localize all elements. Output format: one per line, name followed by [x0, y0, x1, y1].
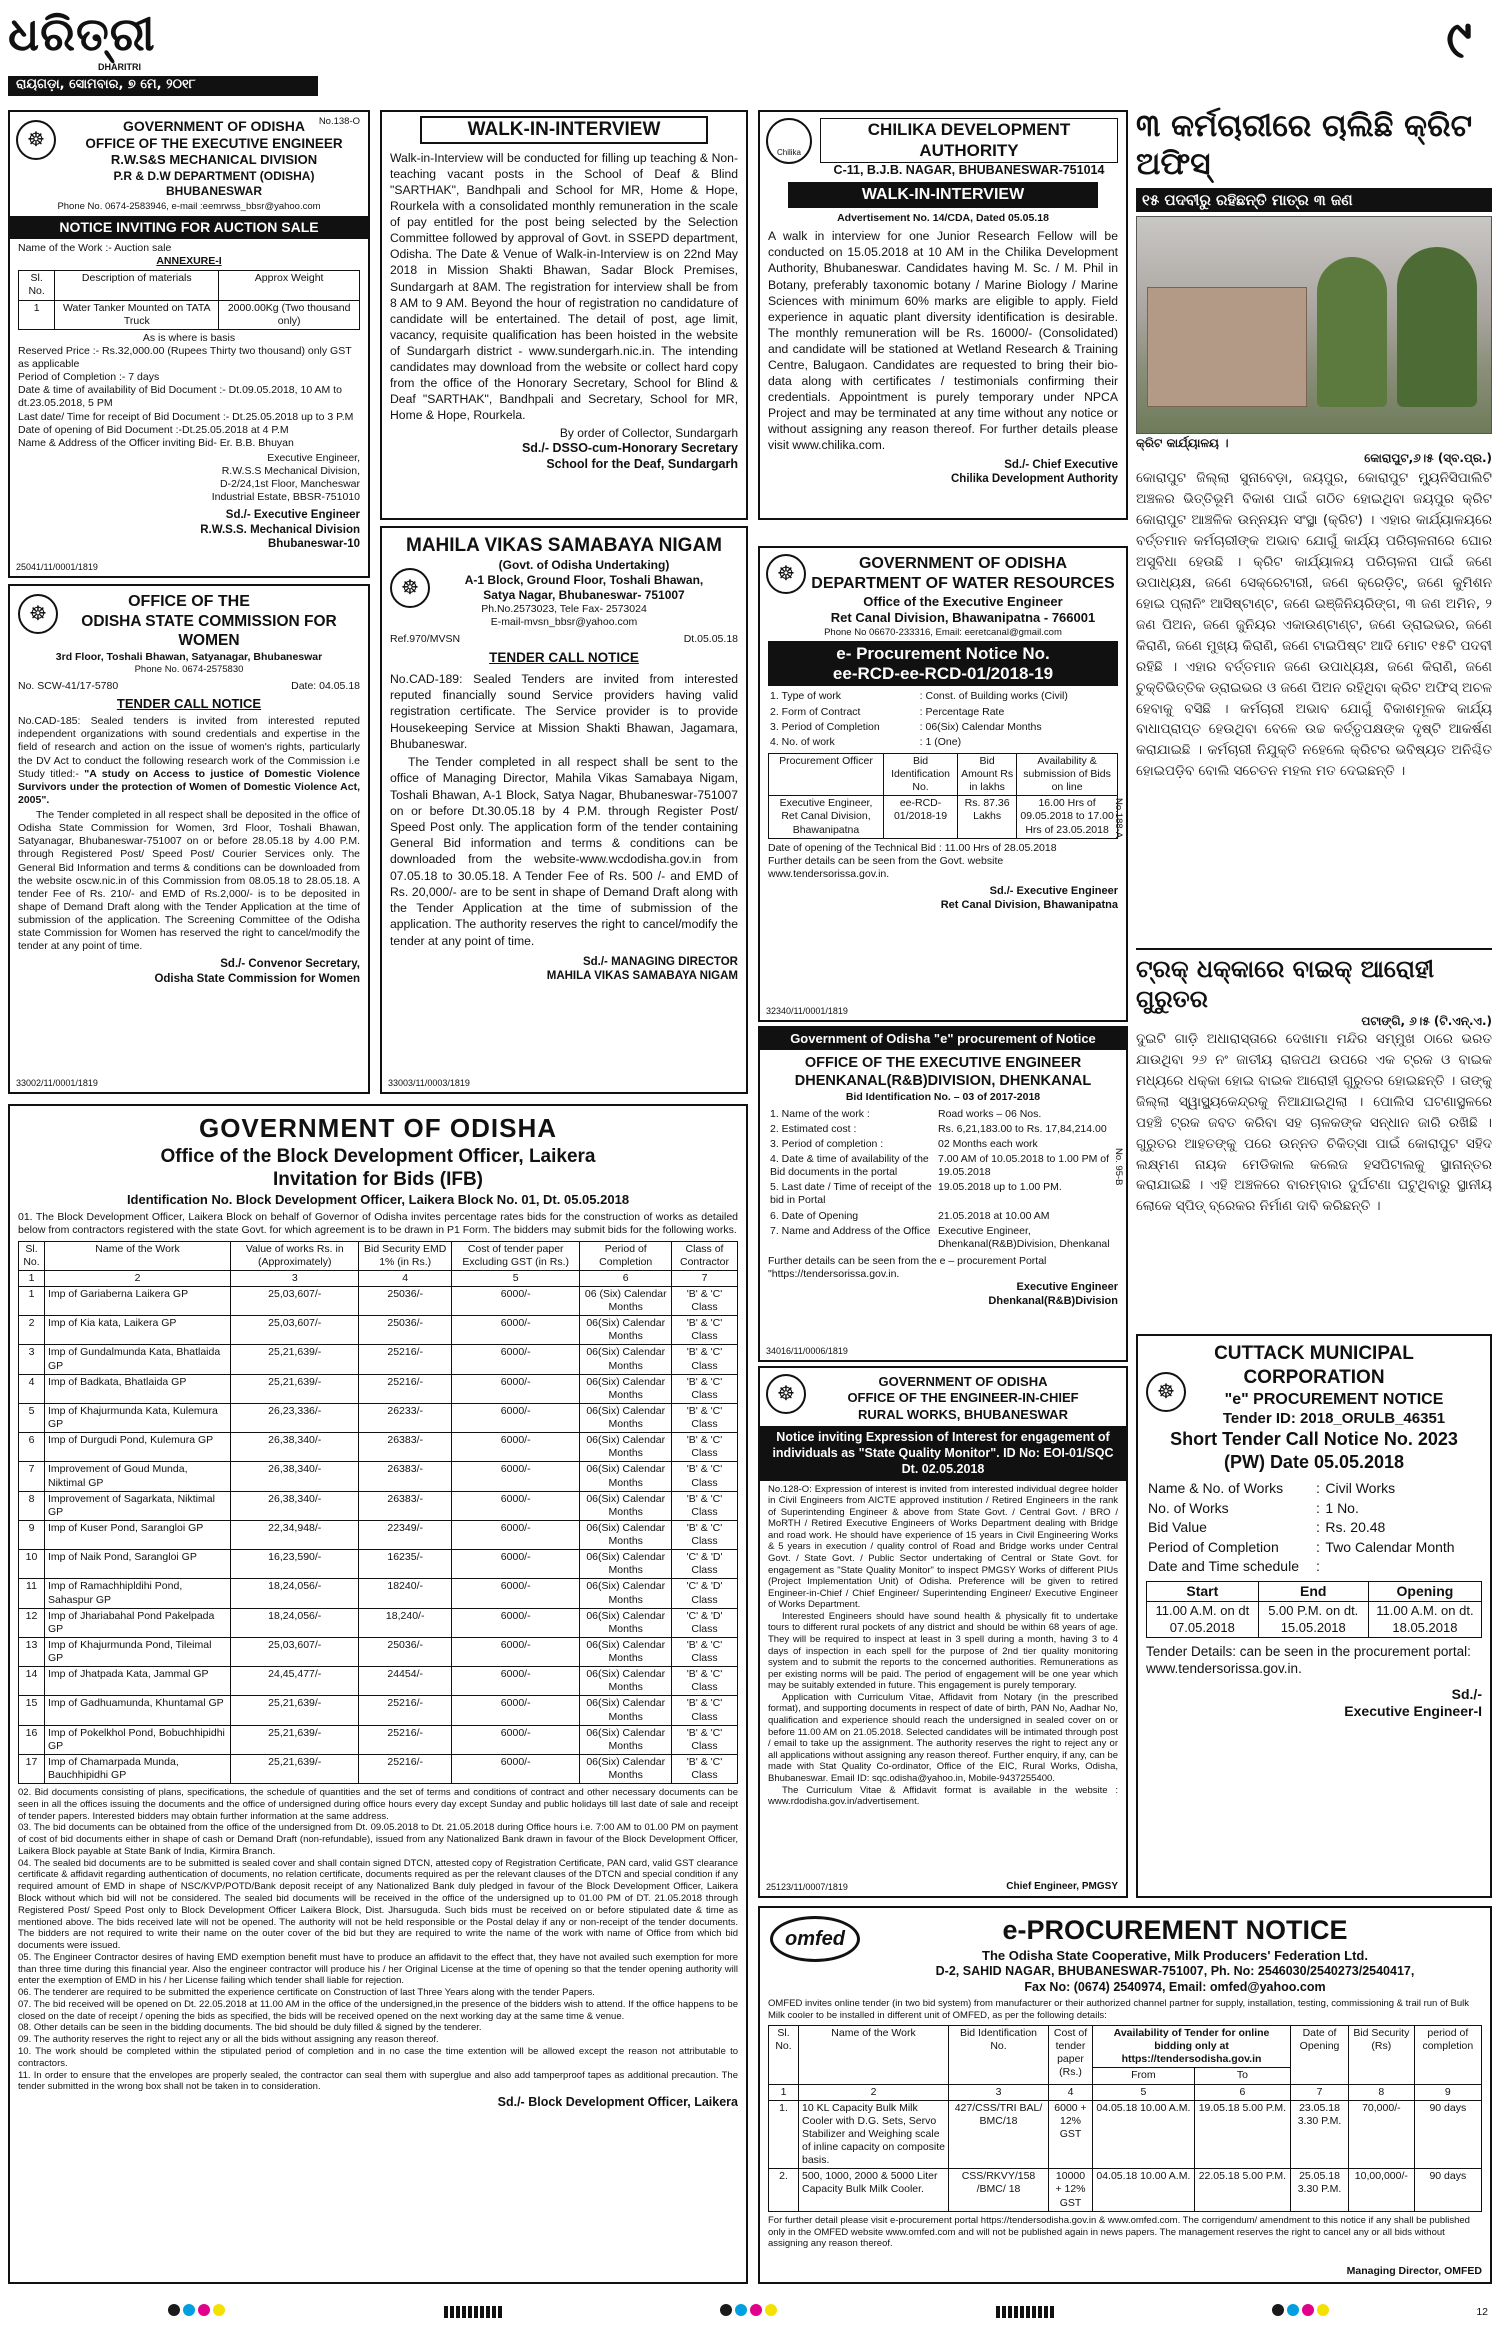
table-cell: 06(Six) Calendar Months	[580, 1462, 672, 1491]
table-cell: 25216/-	[359, 1725, 451, 1754]
news-story-crit	[1136, 108, 1492, 940]
page-number: ୯	[1446, 10, 1472, 70]
table-cell: 06(Six) Calendar Months	[580, 1667, 672, 1696]
article-body: କୋରାପୁଟ ଜିଲ୍ଲା ସୁନାବେଡ଼ା, ଜୟପୁର, କୋରାପୁଟ ମ୍ୟୁନିସିପାଲିଟି ଅଞ୍ଚଳର ଭିତ୍ତିଭୂମି ବିକାଶ ପାଇଁ ଗଠିତ ହୋଇଥିବା ଜୟପୁର କ୍ରିଟ କୋରାପୁଟ ଆଞ୍ଚଳିକ ଉନ୍ନୟନ ସଂସ୍ଥା (କ୍ରିଟ) । ଏହାର କାର୍ଯ୍ୟାଳୟରେ ବର୍ତ୍ତମାନ କର୍ମଚାରୀଙ୍କ ଅଭାବ ଯୋଗୁଁ କାର୍ଯ୍ୟ ପରିଚାଳନାରେ ଘୋର ଅସୁବିଧା ହେଉଛି । କ୍ରିଟ କାର୍ଯ୍ୟାଳୟ ପରିଚାଳନା ପାଇଁ ଜଣେ ଉପାଧ୍ୟକ୍ଷ, ଜଣେ ସେକ୍ରେଟାରୀ, ଜଣେ କ୍ରେଡ଼ିଟ୍, ଜଣେ କୁମିଶନ ହୋଇ ପ୍ଲାନିଂ ଆସିଷ୍ଟାଣ୍ଟ, ଜଣେ ଇଞ୍ଜିନିୟରିଙ୍ଗ, ୩ ଜଣ ଅମିନ, ୨ ଜଣ ପିଅନ, ଜଣେ ଜୁନିୟର ଏକାଉଣ୍ଟାଣ୍ଟ, ଜଣେ ଡ୍ରାଇଭର, ଜଣେ କିରାଣି, ଜଣେ ମୁଖ୍ୟ କିରାଣି, ଜଣେ ଟାଇପିଷ୍ଟ ଆଦି ମୋଟ ୧୫ଟି ପଦବୀ ରହିଛି । ଏହାର ବର୍ତ୍ତମାନ ଜଣେ ଉପାଧ୍ୟକ୍ଷ, ଜଣେ କିରାଣି, ଜଣେ ଚୁକ୍ତିଭିତ୍ତିକ ଡ୍ରାଇଭର ଓ ଜଣେ ପିଅନ ରହିଥିବା କ୍ରିଟ ଅଫିସ୍ ଅଚଳ ହେବାକୁ ବସିଛି । କର୍ମଚାରୀ ଅଭାବ ଯୋଗୁଁ ବିକାଶମୂଳକ କାର୍ଯ୍ୟ ବାଧାପ୍ରାପ୍ତ ହେଉଥିବା ବେଳେ ଉଚ୍ଚ କର୍ତ୍ତୃପକ୍ଷଙ୍କ ଦୃଷ୍ଟି ଆକର୍ଷଣ କରାଯାଇଛି । କର୍ମଚାରୀ ନିଯୁକ୍ତି ନହେଲେ କ୍ରିଟର ଭବିଷ୍ୟତ ଅନିଶ୍ଚିତ ହୋଇପଡ଼ିବ ବୋଲି ସଚେତନ ମହଲ ମତ ଦେଇଛନ୍ତି ।	[1136, 470, 1492, 780]
ad-chilika-walkin	[758, 110, 1128, 520]
headline: ଟ୍ରକ୍ ଧକ୍କାରେ ବାଇକ୍ ଆରୋହୀ ଗୁରୁତର	[1136, 955, 1435, 1013]
signature: Chief Engineer, PMGSY	[1006, 1880, 1118, 1892]
ad-banner: Government of Odisha "e" procurement of Notice	[760, 1028, 1126, 1050]
table-cell: 16,23,590/-	[231, 1550, 359, 1579]
table-cell: 6000/-	[451, 1491, 580, 1520]
ad-address: D-2, SAHID NAGAR, BHUBANESWAR-751007, Ph. No: 2546030/2540273/2540417,	[935, 1964, 1415, 1978]
table-cell: 'B' & 'C' Class	[672, 1403, 738, 1432]
table-cell: 6	[19, 1433, 45, 1462]
ad-mvsn-tender	[380, 526, 748, 1094]
ad-department: P.R & D.W DEPARTMENT (ODISHA) BHUBANESWAR	[113, 168, 315, 198]
table-cell: 25,03,607/-	[231, 1316, 359, 1345]
table-cell: 1	[19, 1286, 45, 1315]
table-cell: 18,24,056/-	[231, 1579, 359, 1608]
table-cell: 'B' & 'C' Class	[672, 1433, 738, 1462]
masthead-logo-sub: DHARITRI	[98, 62, 141, 72]
notice-body: No.128-O: Expression of interest is invited from interested individual degree holder in Civil Engineers from AICTE approved institution / Retired Engineers in the rank of Superintending Engineer & above from State Govt. / Central Govt. / BRO / MoRTH / Retired Executive Engineers of Works Department dealing with Bridge and road work. He should have experience of 15 years in Civil Engineering Works & 5 years in execution / quality control of Road and Bridge works under Central Govt. / State Govt. / Public Sector undertaking of Central or State Govt. for engagement as "State Quality Monitor" to inspect PMGSY Works of different PIUs (Project Implementation Unit) of Odisha. Preference will be given to retired Engineer-in-Chief / Chief Engineer/ Superintending Engineer/ Executive Engineer of Works Department.	[768, 1483, 1118, 1611]
signature: Sd./- Executive Engineer Ret Canal Division, Bhawanipatna	[940, 885, 1118, 911]
table-cell: Imp of Gundalmunda Kata, Bhatlaida GP	[45, 1345, 231, 1374]
table-row	[19, 1316, 738, 1345]
ad-office: OFFICE OF THE EXECUTIVE ENGINEER	[85, 135, 343, 151]
notice-body: Application with Curriculum Vitae, Affidavit from Notary (in the prescribed format), and supporting documents in respect of date of birth, PAN No, Aadhar No, qualification and experience should reach the undersigned in sealed cover on or before 11.00 AM on 21.05.2018. Selected candidates will be intimated through post / email to take up the assignment. The authority reserves the right to reject any or all applications without assigning any reason thereof. Further enquiry, if any, can be made with Stat Quality Co-ordinator, Office of the EIC, Rural Works, Odisha, Bhubaneswar. Email ID: sqc.odisha@yahoo.in, Mobile-9437255400.	[768, 1691, 1118, 1784]
table-cell: 26383/-	[359, 1433, 451, 1462]
ad-office: Office of the Block Development Officer, Laikera	[160, 1145, 596, 1167]
bid-id: Bid Identification No. – 03 of 2017-2018	[845, 1090, 1041, 1103]
table-cell: 6000/-	[451, 1579, 580, 1608]
table-cell: 6000/-	[451, 1316, 580, 1345]
opening-date: Date of opening of the Technical Bid : 11.00 Hrs of 28.05.2018	[768, 841, 1057, 854]
table-cell: 06(Six) Calendar Months	[580, 1696, 672, 1725]
term-item: 04. The sealed bid documents are to be submitted is sealed cover and shall contain signed DTCN, attested copy of Registration Certificate, PAN card, valid GST clearance certificate & affidavit regarding authentication of documents, no relation certificate, documents required as per the relevant clauses of the DTCN and special condition if any required amount of EMD in shape of NSC/KVP/POTD/Bank deposit receipt of any Nationalized Bank duly pledged in favour of the Block Development Officer, Laikera Block without which bid will not be considered. The sealed bid documents will be received in the office of the undersigned up to 01.00 PM of DT. 21.05.2018 through Registered Post/ Speed Post only to Block Development Officer Laikera Block, Dist. Jharsuguda. Such bids must be received on or before stipulated date & time as mentioned above. The bids received late will not be opened. The authority will not be held responsible or the Postal delay if any or non-receipt of the tender documents. The bidders are not required to write their name on the outer cover of the bid but they are required to write the name of the work with name of Office from which bid documents were issued.	[18, 1857, 738, 1952]
officer-address: Executive Engineer, R.W.S.S Mechanical Division, D-2/24,1st Floor, Mancheswar Industrial Estate, BBSR-751010	[211, 451, 360, 504]
intro-para: OMFED invites online tender (in two bid system) from manufacturer or their authorized channel partner for supply, installation, testing, commissioning & trail run of Bulk Milk cooler to be installed in different unit of OMFED, as per the following details:	[768, 1998, 1470, 2022]
table-cell: 18,240/-	[359, 1608, 451, 1637]
table-cell: 6000/-	[451, 1286, 580, 1315]
table-cell: Imp of Badkata, Bhatlaida GP	[45, 1374, 231, 1403]
table-cell: Imp of Khajurmunda Kata, Kulemura GP	[45, 1403, 231, 1432]
table-row	[19, 1608, 738, 1637]
table-cell: 6000/-	[451, 1550, 580, 1579]
ad-contact: Fax No: (0674) 2540974, Email: omfed@yahoo.com	[1024, 1979, 1326, 1994]
ad-omfed-eprocurement	[758, 1906, 1492, 2284]
table-cell: 6000/-	[451, 1520, 580, 1549]
table-cell: 6000/-	[451, 1433, 580, 1462]
table-cell: 8	[19, 1491, 45, 1520]
ad-heading: MAHILA VIKAS SAMABAYA NIGAM	[406, 535, 722, 556]
table-cell: 'B' & 'C' Class	[672, 1462, 738, 1491]
table-cell: 06(Six) Calendar Months	[580, 1608, 672, 1637]
table-cell: 6000/-	[451, 1754, 580, 1783]
ad-heading: e-PROCUREMENT NOTICE	[1002, 1915, 1348, 1945]
print-registration-marks	[60, 2300, 1440, 2324]
table-cell: 06(Six) Calendar Months	[580, 1491, 672, 1520]
table-cell: 'B' & 'C' Class	[672, 1637, 738, 1666]
adv-number: Advertisement No. 14/CDA, Dated 05.05.18	[837, 212, 1049, 225]
table-cell: 6000/-	[451, 1667, 580, 1696]
odisha-emblem-icon: ☸	[16, 120, 56, 160]
chilika-logo-icon: Chilika	[766, 118, 812, 164]
ad-walkin-sundargarh	[380, 110, 748, 520]
signature: Sd./- Convenor Secretary, Odisha State Commission for Women	[154, 958, 360, 985]
table-cell: 3	[19, 1345, 45, 1374]
notice-body: No.CAD-185: Sealed tenders is invited from interested reputed independent organizations with sound credentials and expertise in the field of research and action on the issue of women's rights, particularly the DV Act to conduct the following research work of the Commission i.e Study titled:- "A study on Access to justice of Domestic Violence Survivors under the protection of Women of Domestic Violence Act, 2005".	[18, 715, 360, 806]
table-cell: 26,38,340/-	[231, 1491, 359, 1520]
ad-bdo-laikera-ifb	[8, 1104, 748, 2284]
signature: Managing Director, OMFED	[1346, 2264, 1482, 2277]
term-item: 06. The tenderer are required to be submitted the experience certificate on Construction of last Three Years along with the tender Papers.	[18, 1987, 595, 1999]
table-cell: Improvement of Sagarkata, Niktimal GP	[45, 1491, 231, 1520]
basis-note: As is where is basis	[142, 331, 236, 344]
dateline-bar: ରାୟଗଡ଼ା, ସୋମବାର, ୭ ମେ, ୨୦୧୮	[8, 76, 318, 96]
table-row: 1. 10 KL Capacity Bulk Milk Cooler with D.G. Sets, Servo Stabilizer and Weighing scale of inline capacity on composite basis. 427/CSS/TRI BAL/ BMC/18 6000 + 12% GST 04.05.18 10.00 A.M. 19.05.18 5.00 P.M. 23.05.18 3.30 P.M. 70,000/- 90 days	[769, 2100, 1482, 2169]
table-cell: 'C' & 'D' Class	[672, 1550, 738, 1579]
further-details: Further details can be seen from the Govt. website www.tendersorissa.gov.in.	[768, 854, 1004, 880]
ad-dwr-eprocurement	[758, 546, 1128, 1022]
notice-body: Walk-in-Interview will be conducted for filling up teaching & Non-teaching vacant posts in the School of Deaf & Blind "SARTHAK", Bandhpali and School for MR, Home & Hope, Rourkela with a consolidated monthly remuneration in the scale of pay entitled for the post being selected by the Selection Committee followed by approval of Govt. in SSEPD department, Odisha. The Date & Venue of Walk-in-Interview is on 22nd May 2018 in Mission Shakti Bhawan, Sadar Block Premises, Sundargarh at 8AM. The registration for interview shall be from 8 AM to 9 AM. Beyond the hour of registration no candidature of candidate will be entertained. The detail of post, age limit, vacancy, requisite qualification has been hoisted in the website of Sundargarh district - www.sundergarh.nic.in. The intending candidates may download from the website or collect hard copy from the office of the Honorary Secretary, School for Blind & Deaf "SARTHAK", Bandhpali and Secretary, School for MR, Home & Hope, Rourkela.	[390, 150, 738, 423]
ad-org: The Odisha State Cooperative, Milk Producers' Federation Ltd.	[982, 1947, 1368, 1963]
annexure: ANNEXURE-I	[156, 255, 222, 268]
table-row	[19, 1667, 738, 1696]
headline: ୩ କର୍ମଚାରୀରେ ଚାଲିଛି କ୍ରିଟ ଅଫିସ୍‌	[1136, 108, 1473, 182]
order-line: By order of Collector, Sundargarh	[559, 426, 738, 441]
table-row	[19, 1520, 738, 1549]
news-story-accident	[1136, 948, 1492, 1330]
notice-body: The Tender completed in all respect shall be sent to the office of Managing Director, Mahila Vikas Samabaya Nigam, Toshali Bhawan, A-1 Block, Satya Nagar, Bhubaneswar-751007 on or before Dt.30.05.18 by 4 P.M. through Register Post/ Speed Post only. The application form of the tender containing General Bid information and terms & conditions can be downloaded from the website-www.wcdodisha.gov.in from 07.05.18 to 30.05.18. A Tender Fee of Rs. 500 /- and EMD of Rs. 20,000/- are to be sent in shape of Demand Draft along with the Tender Application at the time of submission of the application. The authority reserves the right to cancel/modify the tender at any point of time.	[390, 755, 738, 948]
odisha-emblem-icon: ☸	[766, 1374, 806, 1414]
further-details: Further details can be seen from the e – procurement Portal "https://tendersorissa.gov.in.	[768, 1254, 1047, 1280]
table-cell: 25036/-	[359, 1286, 451, 1315]
ad-address: C-11, B.J.B. NAGAR, BHUBANESWAR-751014	[833, 162, 1105, 177]
table-row: 1 Water Tanker Mounted on TATA Truck 2000.00Kg (Two thousand only)	[19, 300, 360, 329]
ad-ref: 34016/11/0006/1819	[766, 1345, 848, 1356]
table-cell: 6000/-	[451, 1462, 580, 1491]
term-item: 05. The Engineer Contractor desires of having EMD exemption benefit must have to produce an affidavit to the effect that, they have not availed such exemption for more than three time during this financial year. Also the engineer contractor will produce his / her Original License at the time of opening so that the tender opening authority will enter the exemption of EMD in his / her License failing which tender shall liable for rejection.	[18, 1951, 738, 1987]
table-cell: Imp of Pokelkhol Pond, Bobuchhipidhi GP	[45, 1725, 231, 1754]
side-number: No.188-A	[1113, 798, 1124, 839]
table-cell: 25216/-	[359, 1696, 451, 1725]
notice-body: No.CAD-189: Sealed Tenders are invited from interested reputed financially sound Service providers having valid registration certificate. The Service provider is to provide Housekeeping Service at Mission Shakti Bhawan, Jagamara, Bhubaneswar.	[390, 672, 738, 751]
table-row	[19, 1696, 738, 1725]
table-cell: 25,21,639/-	[231, 1374, 359, 1403]
table-cell: 15	[19, 1696, 45, 1725]
odisha-emblem-icon: ☸	[390, 568, 430, 608]
table-cell: Imp of Gariaberna Laikera GP	[45, 1286, 231, 1315]
side-number: No. 95-B	[1113, 1148, 1124, 1186]
table-cell: Imp of Jhariabahal Pond Pakelpada GP	[45, 1608, 231, 1637]
table-cell: Imp of Jhatpada Kata, Jammal GP	[45, 1667, 231, 1696]
table-cell: 25036/-	[359, 1637, 451, 1666]
table-cell: 06(Six) Calendar Months	[580, 1520, 672, 1549]
table-cell: 25,03,607/-	[231, 1286, 359, 1315]
table-cell: 17	[19, 1754, 45, 1783]
signature: Sd./- DSSO-cum-Honorary Secretary School for the Deaf, Sundargarh	[521, 441, 738, 471]
table-cell: 06(Six) Calendar Months	[580, 1433, 672, 1462]
table-cell: 25,21,639/-	[231, 1696, 359, 1725]
work-details: 1. Name of the work : Road works – 06 Nos. 2. Estimated cost : Rs. 6,21,183.00 to Rs. 17,84,214.00 3. Period of completion : 02 Months each work 4. Date & time of availability of the Bid documents in the portal 7.00 AM of 10.05.2018 to 1.00 PM of 19.05.2018 5. Last date / Time of receipt of the bid in Portal 19.05.2018 up to 1.00 PM. 6. Date of Opening 21.05.2018 at 10.00 AM 7. Name and Address of the Office Executive Engineer, Dhenkanal(R&B)Division, Dhenkanal	[770, 1107, 1110, 1250]
further-details: For further detail please visit e-procurement portal https://tendersodisha.gov.in & www.omfed.com. The corrigendum/ amendment to this notice if any shall be published only in the OMFED website www.omfed.com and will not be published again in news papers. The management reserves the right to cancel any or all bids without assigning any reason thereof.	[768, 2214, 1470, 2250]
schedule-table: Start End Opening 11.00 A.M. on dt 07.05.2018 5.00 P.M. on dt. 15.05.2018 11.00 A.M. on dt. 18.05.2018	[1146, 1581, 1482, 1638]
table-cell: 'C' & 'D' Class	[672, 1579, 738, 1608]
ad-contact: Phone No. 0674-2575830	[134, 663, 244, 675]
table-cell: 22349/-	[359, 1520, 451, 1549]
ad-address: (Govt. of Odisha Undertaking) A-1 Block, Ground Floor, Toshali Bhawan, Satya Nagar, Bhubaneswar- 751007	[464, 557, 704, 602]
table-cell: 'B' & 'C' Class	[672, 1374, 738, 1403]
table-cell: 25,21,639/-	[231, 1754, 359, 1783]
ad-heading: OFFICE OF THE	[128, 593, 250, 610]
table-cell: 06(Six) Calendar Months	[580, 1550, 672, 1579]
ad-division: R.W.S&S MECHANICAL DIVISION	[110, 152, 318, 168]
ad-division: Ret Canal Division, Bhawanipatna - 766001	[830, 610, 1096, 626]
omfed-logo: omfed	[770, 1916, 860, 1962]
table-cell: Imp of Khajurmunda Pond, Tileimal GP	[45, 1637, 231, 1666]
table-cell: 06(Six) Calendar Months	[580, 1345, 672, 1374]
table-cell: 6000/-	[451, 1608, 580, 1637]
table-cell: 06(Six) Calendar Months	[580, 1725, 672, 1754]
table-cell: 16235/-	[359, 1550, 451, 1579]
auction-table	[18, 270, 360, 330]
odisha-emblem-icon: ☸	[18, 594, 58, 634]
table-cell: 25,21,639/-	[231, 1345, 359, 1374]
table-row: Executive Engineer, Ret Canal Division, Bhawanipatna ee-RCD-01/2018-19 Rs. 87.36 Lakhs 16.00 Hrs of 09.05.2018 to 17.00 Hrs of 23.05.2018	[769, 796, 1118, 838]
table-cell: 24454/-	[359, 1667, 451, 1696]
table-cell: 25,03,607/-	[231, 1637, 359, 1666]
work-details: 1. Type of work : Const. of Building works (Civil) 2. Form of Contract : Percentage Rate 3. Period of Completion : 06(Six) Calendar Months 4. No. of work : 1 (One)	[770, 690, 1068, 748]
table-cell: 06(Six) Calendar Months	[580, 1579, 672, 1608]
signature: Sd./- Block Development Officer, Laikera	[497, 2095, 738, 2110]
table-cell: 25,21,639/-	[231, 1725, 359, 1754]
table-cell: 14	[19, 1667, 45, 1696]
notice-date: (PW) Date 05.05.2018	[1223, 1451, 1405, 1472]
table-cell: 16	[19, 1725, 45, 1754]
ad-heading: GOVERNMENT OF ODISHA	[122, 118, 305, 134]
table-cell: 25216/-	[359, 1374, 451, 1403]
table-row	[19, 1374, 738, 1403]
table-cell: 6000/-	[451, 1637, 580, 1666]
term-item: 07. The bid received will be opened on Dt. 22.05.2018 at 11.00 AM in the office of the undersigned,in the presence of the bidders wish to attend. If the office happens to be closed on the date of receipt / opening the bids as specified, the bids will be received opened on the next working day at the same time & venue.	[18, 1998, 738, 2022]
table-cell: 26,38,340/-	[231, 1462, 359, 1491]
ad-division: DHENKANAL(R&B)DIVISION, DHENKANAL	[794, 1073, 1092, 1090]
table-row	[19, 1345, 738, 1374]
ad-office: ODISHA STATE COMMISSION FOR WOMEN	[81, 613, 337, 650]
table-cell: 6000/-	[451, 1696, 580, 1725]
table-cell: 'B' & 'C' Class	[672, 1345, 738, 1374]
odisha-emblem-icon: ☸	[766, 554, 806, 594]
works-table: Sl. No. Name of the Work Value of works Rs. in (Approximately) Bid Security EMD 1% (in Rs.) Cost of tender paper Excluding GST (in Rs.) Period of Completion Class of Contractor 1 2 3 4 5 6 7 1 Imp of Gariaberna Laikera GP 25,03,607/- 25036/- 6000/- 06 (Six) Calendar Months 'B' & 'C' Class 2 Imp of Kia kata, Laikera GP 25,03,607/- 25036/- 6000/- 06(Six) Calendar Months 'B' & 'C' Class 3 Imp of Gundalmunda Kata, Bhatlaida GP 25,21,639/- 25216/- 6000/- 06(Six) Calendar Months 'B' & 'C' Class 4 Imp of Badkata, Bhatlaida GP 25,21,639/- 25216/- 6000/- 06(Six) Calendar Months 'B' & 'C' Class 5 Imp of Khajurmunda Kata, Kulemura GP 26,23,336/- 26233/- 6000/- 06(Six) Calendar Months 'B' & 'C' Class 6 Imp of Durgudi Pond, Kulemura GP 26,38,340/- 26383/- 6000/- 06(Six) Calendar Months 'B' & 'C' Class 7 Improvement of Goud Munda, Niktimal GP 26,38,340/- 26383/- 6000/- 06(Six) Calendar Months 'B' & 'C' Class 8 Improvement of Sagarkata, Niktimal GP 26,38,340/- 26383/- 6000/- 06(Six) Calendar Months 'B' & 'C' Class 9 Imp of Kuser Pond, Sarangloi GP 22,34,948/- 22349/- 6000/- 06(Six) Calendar Months 'B' & 'C' Class 10 Imp of Naik Pond, Sarangloi GP 16,23,590/- 16235/- 6000/- 06(Six) Calendar Months 'C' & 'D' Class 11 Imp of Ramachhipldihi Pond, Sahaspur GP 18,24,056/- 18240/- 6000/- 06(Six) Calendar Months 'C' & 'D' Class 12 Imp of Jhariabahal Pond Pakelpada GP 18,24,056/- 18,240/- 6000/- 06(Six) Calendar Months 'C' & 'D' Class 13 Imp of Khajurmunda Pond, Tileimal GP 25,03,607/- 25036/- 6000/- 06(Six) Calendar Months 'B' & 'C' Class 14 Imp of Jhatpada Kata, Jammal GP 24,45,477/- 24454/- 6000/- 06(Six) Calendar Months 'B' & 'C' Class 15 Imp of Gadhuamunda, Khuntamal GP 25,21,639/- 25216/- 6000/- 06(Six) Calendar Months 'B' & 'C' Class 16 Imp of Pokelkhol Pond, Bobuchhipidhi GP 25,21,639/- 25216/- 6000/- 06(Six) Calendar Months 'B' & 'C' Class 17 Imp of Chamarpada Munda, Bauchhipidhi GP 25,21,639/- 25216/- 6000/- 06(Six) Calendar Months 'B' & 'C' Class	[18, 1241, 738, 1785]
table-cell: Imp of Naik Pond, Sarangloi GP	[45, 1550, 231, 1579]
table-cell: Improvement of Goud Munda, Niktimal GP	[45, 1462, 231, 1491]
table-row	[19, 1725, 738, 1754]
table-cell: 'B' & 'C' Class	[672, 1491, 738, 1520]
signature: Sd./- Chief Executive Chilika Development Authority	[951, 458, 1118, 485]
table-cell: 06(Six) Calendar Months	[580, 1754, 672, 1783]
notice-type: "e" PROCUREMENT NOTICE	[1224, 1390, 1444, 1408]
table-cell: 'B' & 'C' Class	[672, 1667, 738, 1696]
table-row	[19, 1579, 738, 1608]
table-cell: 06 (Six) Calendar Months	[580, 1286, 672, 1315]
intro-para: 01. The Block Development Officer, Laikera Block on behalf of Governor of Odisha invites percentage rates bids for the construction of works as detailed below from contractors registered with the state Govt. for which agreement is to be drawn in P1 Form. The bidders may submit bids for the following works.	[18, 1211, 738, 1237]
notice-body: The Curriculum Vitae & Affidavit format is available in the website : www.rdodisha.gov.in/advertisement.	[768, 1784, 1118, 1808]
further-details: Tender Details: can be seen in the procurement portal: www.tendersorissa.gov.in.	[1146, 1643, 1471, 1676]
term-item: 11. In order to ensure that the envelopes are properly sealed, the contractor can seal them with superglue and also add tamperproof tapes as additional precaution. The tender submitted in the wrong box shall not be taken in to consideration.	[18, 2069, 738, 2093]
table-cell: 26383/-	[359, 1491, 451, 1520]
table-cell: 12	[19, 1608, 45, 1637]
ad-ref: 25041/11/0001/1819	[16, 561, 98, 572]
table-cell: 26,38,340/-	[231, 1433, 359, 1462]
notice-body: The Tender completed in all respect shall be deposited in the office of Odisha State Commission for Women, 3rd Floor, Toshali Bhawan, Satyanagar, Bhubaneswar-751007 on or before 28.05.18 by 4.00 P.M. through Registered Post/ Speed Post/ Courier Services only. The General Bid Information and terms & conditions can be downloaded from the website oscw.nic.in of this Commission from 08.05.18 to 28.05.18. A tender Fee of Rs. 210/- and EMD of Rs.2,000/- is to be deposited in shape of Demand Draft along with the Tender Application at the time of submission of the application. The Screening Committee of the Odisha state Commission for Women has reserved the right to cancel/modify the tender at any point of time.	[18, 809, 360, 953]
ad-rnb-dhenkanal	[758, 1026, 1128, 1362]
table-cell: Imp of Chamarpada Munda, Bauchhipidhi GP	[45, 1754, 231, 1783]
masthead-logo: ଧରିତ୍ରୀ	[8, 7, 156, 61]
ad-banner: Notice inviting Expression of Interest for engagement of individuals as "State Quality Monitor". ID No: EOI-01/SQC Dt. 02.05.2018	[760, 1426, 1126, 1481]
table-header: Description of materials	[55, 271, 219, 300]
tender-table: Sl. No. Name of the Work Bid Identification No. Cost of tender paper (Rs.) Availability of Tender for online bidding only at https://tendersodisha.gov.in Date of Opening Bid Security (Rs) period of completion From To 1 2 3 4 5 6 7 8 9 1. 10 KL Capacity Bulk Milk Cooler with D.G. Sets, Servo Stabilizer and Weighing scale of inline capacity on composite basis. 427/CSS/TRI BAL/ BMC/18 6000 + 12% GST 04.05.18 10.00 A.M. 19.05.18 5.00 P.M. 23.05.18 3.30 P.M. 70,000/- 90 days 2. 500, 1000, 2000 & 5000 Liter Capacity Bulk Milk Cooler. CSS/RKVY/158 /BMC/ 18 10000 + 12% GST 04.05.18 10.00 A.M. 22.05.18 5.00 P.M. 25.05.18 3.30 P.M. 10,00,000/- 90 days	[768, 2025, 1482, 2212]
table-cell: 'B' & 'C' Class	[672, 1696, 738, 1725]
ad-heading: GOVERNMENT OF ODISHA	[198, 1113, 557, 1143]
table-cell: 06(Six) Calendar Months	[580, 1316, 672, 1345]
table-cell: 6000/-	[451, 1374, 580, 1403]
article-body: ଦୁଇଟି ଗାଡ଼ି ଅଧାରାସ୍ତାରେ ଦେଖାମା ମନ୍ଦିର ସମ୍ମୁଖ ଠାରେ ଭରତ ଯାଉଥିବା ୨୬ ନଂ ଜାତୀୟ ରାଜପଥ ଉପରେ ଏକ ଟ୍ରକ ଓ ବାଇକ ମଧ୍ୟରେ ଧକ୍କା ହୋଇ ବାଇକ ଆରୋହୀ ଗୁରୁତର ହୋଇଛନ୍ତି । ତାଙ୍କୁ ଜିଲ୍ଲା ସ୍ୱାସ୍ଥ୍ୟକେନ୍ଦ୍ରକୁ ନିଆଯାଇଥିଲା । ପୋଲିସ ଘଟଣାସ୍ଥଳରେ ପହଞ୍ଚି ଟ୍ରକ ଜବତ କରିବା ସହ ଚାଳକଙ୍କ ସନ୍ଧାନ ଜାରି ରଖିଛି । ଗୁରୁତର ଆହତଙ୍କୁ ପରେ ଉନ୍ନତ ଚିକିତ୍ସା ପାଇଁ କୋରାପୁଟ ସହିଦ ଲକ୍ଷ୍ମଣ ନାୟକ ମେଡିକାଲ କଲେଜ ହସପିଟାଲକୁ ସ୍ଥାନାନ୍ତର କରାଯାଇଛି । ଏହି ଅଞ୍ଚଳରେ ବାରମ୍ବାର ଦୁର୍ଘଟଣା ଘଟୁଥିବାରୁ ସ୍ଥାନୀୟ ଲୋକେ ସ୍ପିଡ୍ ବ୍ରେକର ନିର୍ମାଣ ଦାବି କରିଛନ୍ତି ।	[1136, 1031, 1492, 1215]
table-cell: Imp of Ramachhipldihi Pond, Sahaspur GP	[45, 1579, 231, 1608]
ref-line: No. SCW-41/17-5780 Date: 04.05.18	[18, 679, 360, 692]
footer-page-number: 12	[1476, 2306, 1488, 2318]
table-cell: 11	[19, 1579, 45, 1608]
cmc-emblem-icon: ☸	[1146, 1372, 1186, 1412]
table-cell: 6000/-	[451, 1725, 580, 1754]
ad-rwss-auction	[8, 110, 370, 578]
table-cell: 'C' & 'D' Class	[672, 1608, 738, 1637]
ad-rural-works-eoi	[758, 1366, 1128, 1898]
table-row	[19, 1462, 738, 1491]
term-item: 09. The authority reserves the right to reject any or all the bids without assigning any reason thereof.	[18, 2034, 439, 2046]
table-cell: 'B' & 'C' Class	[672, 1754, 738, 1783]
table-cell: 06(Six) Calendar Months	[580, 1403, 672, 1432]
table-header: Approx Weight	[219, 271, 360, 300]
dateline: ପଟାଙ୍ଗି, ୬।୫ (ଟି.ଏନ୍.ଏ.)	[1361, 1014, 1492, 1028]
table-row	[19, 1754, 738, 1783]
table-cell: 4	[19, 1374, 45, 1403]
table-cell: Imp of Durgudi Pond, Kulemura GP	[45, 1433, 231, 1462]
term-item: 08. Other details can be seen in the bidding documents. The bid should be duly filled & signed by the tenderer.	[18, 2022, 482, 2034]
table-header: Sl. No.	[19, 271, 55, 300]
table-cell: 13	[19, 1637, 45, 1666]
ad-cmc-eprocurement	[1136, 1334, 1492, 1898]
signature: Executive Engineer Dhenkanal(R&B)Division	[988, 1281, 1118, 1307]
table-row	[19, 1433, 738, 1462]
table-cell: 26383/-	[359, 1462, 451, 1491]
notice-title: TENDER CALL NOTICE	[489, 650, 639, 666]
ad-department: DEPARTMENT OF WATER RESOURCES	[811, 575, 1115, 592]
notice-title: TENDER CALL NOTICE	[116, 695, 262, 711]
photo-caption: କ୍ରିଟ କାର୍ଯ୍ୟାଳୟ ।	[1136, 436, 1229, 451]
table-cell: 2	[19, 1316, 45, 1345]
ifb-id: Identification No. Block Development Officer, Laikera Block No. 01, Dt. 05.05.2018	[126, 1192, 630, 1207]
table-cell: 6000/-	[451, 1403, 580, 1432]
ad-division: RURAL WORKS, BHUBANESWAR	[858, 1406, 1068, 1422]
table-cell: 25216/-	[359, 1754, 451, 1783]
table-cell: 'B' & 'C' Class	[672, 1286, 738, 1315]
table-cell: 22,34,948/-	[231, 1520, 359, 1549]
ad-banner: NOTICE INVITING FOR AUCTION SALE	[10, 216, 368, 240]
ad-heading: GOVERNMENT OF ODISHA	[878, 1374, 1048, 1389]
notice-body: A walk in interview for one Junior Research Fellow will be conducted on 15.05.2018 at 10 AM in the Chilika Development Authority, Bhubaneswar. Candidates having M. Sc. / M. Phil in Botany, preferably taxonomic botany / Marine Biology / Marine Sciences with minimum 60% marks are eligible to apply. Field experience in aquatic plant diversity identification is desirable. The monthly remuneration will be Rs. 16000/- (Consolidated) and candidate will be stationed at Wetland Research & Training Centre, Balugaon. Candidates are requested to bring their bio-data along with certificates / testimonials confirming their credentials. Appointment is purely temporary under NPCA Project and may be terminated at any time without any notice or without assigning any reason thereof. For further details please visit www.chilika.com.	[768, 229, 1118, 453]
notice-number: Short Tender Call Notice No. 2023	[1170, 1429, 1458, 1450]
table-row	[19, 1403, 738, 1432]
table-cell: 'B' & 'C' Class	[672, 1316, 738, 1345]
table-row: 2. 500, 1000, 2000 & 5000 Liter Capacity Bulk Milk Cooler. CSS/RKVY/158 /BMC/ 18 10000 + 12% GST 04.05.18 10.00 A.M. 22.05.18 5.00 P.M. 25.05.18 3.30 P.M. 10,00,000/- 90 days	[769, 2169, 1482, 2211]
table-cell: 06(Six) Calendar Months	[580, 1637, 672, 1666]
table-row	[19, 1550, 738, 1579]
table-cell: 9	[19, 1520, 45, 1549]
ad-ref: 32340/11/0001/1819	[766, 1005, 848, 1016]
bid-table: Procurement Officer Bid Identification No. Bid Amount Rs in lakhs Availability & submission of Bids on line Executive Engineer, Ret Canal Division, Bhawanipatna ee-RCD-01/2018-19 Rs. 87.36 Lakhs 16.00 Hrs of 09.05.2018 to 17.00 Hrs of 23.05.2018	[768, 753, 1118, 839]
notice-body: Interested Engineers should have sound health & physically fit to undertake tours to different rural pockets of any district and should be within 68 years of age. They will be required to inspect at least in 3 spell during a month, having 3 to 4 days of inspection in each spell for the purpose of 2nd tier quality monitoring system and to submit the reports to the concerned authorities. Remunerations as per existing norms will be paid. The period of engagement will be one year which may be suitably extended in future. This engagement is purely temporary.	[768, 1610, 1118, 1692]
ad-banner: e- Procurement Notice No. ee-RCD-ee-RCD-01/2018-19	[768, 641, 1118, 686]
auction-details: Reserved Price :- Rs.32,000.00 (Rupees Thirty two thousand) only GST as applicable Period of Completion :- 7 days Date & time of availability of Bid Document :- Dt.09.05.2018, 10 AM to dt.23.05.2018, 5 PM Last date/ Time for receipt of Bid Document :- Dt.25.05.2018 up to 3 P.M Date of opening of Bid Document :-Dt.25.05.2018 at 4 P.M Name & Address of the Officer inviting Bid- Er. B.B. Bhuyan	[18, 344, 354, 449]
table-cell: Imp of Kuser Pond, Sarangloi GP	[45, 1520, 231, 1549]
term-item: 10. The work should be completed within the stipulated period of completion and in no case the time extention will be allowed except the reason not attributable to contractors.	[18, 2045, 738, 2069]
ad-oscw-tender	[8, 584, 370, 1094]
ad-office: OFFICE OF THE EXECUTIVE ENGINEER	[804, 1055, 1082, 1072]
ad-heading: CUTTACK MUNICIPAL CORPORATION	[1214, 1343, 1414, 1388]
signature: Sd./- MANAGING DIRECTOR MAHILA VIKAS SAMABAYA NIGAM	[546, 955, 738, 983]
terms-list	[18, 1787, 738, 2093]
ad-heading: GOVERNMENT OF ODISHA	[858, 555, 1067, 572]
table-row	[19, 1637, 738, 1666]
ad-contact: Ph.No.2573023, Tele Fax- 2573024 E-mail-mvsn_bbsr@yahoo.com	[481, 602, 647, 628]
subheadline: ୧୫ ପଦବୀରୁ ରହିଛନ୍ତି ମାତ୍ର ୩ ଜଣ	[1136, 188, 1492, 213]
table-cell: 06(Six) Calendar Months	[580, 1374, 672, 1403]
table-cell: 18240/-	[359, 1579, 451, 1608]
table-row	[19, 1491, 738, 1520]
ad-ref: 33003/11/0003/1819	[388, 1077, 470, 1088]
term-item: 03. The bid documents can be obtained from the office of the undersigned from Dt. 09.05.2018 to Dt. 21.05.2018 during Office hours i.e. 7:00 AM to 01.00 PM on payment of cost of bid documents either in shape of cash or Demand Draft (non-refundable), issued from any Nationalized Bank drawn in favour of the Block Development Officer, Laikera Block payable at State Bank of India, Kirmira Branch.	[18, 1822, 738, 1857]
tender-id: Tender ID: 2018_ORULB_46351	[1222, 1409, 1446, 1427]
ad-address: 3rd Floor, Toshali Bhawan, Satyanagar, Bhubaneswar	[55, 650, 323, 663]
table-cell: 6000/-	[451, 1345, 580, 1374]
ad-contact: Phone No 06670-233316, Email: eeretcanal@gmail.com	[824, 626, 1062, 638]
table-cell: 5	[19, 1403, 45, 1432]
table-cell: 7	[19, 1462, 45, 1491]
ad-number: No.138-O	[318, 116, 360, 127]
work-details: Name & No. of Works : Civil Works No. of Works : 1 No. Bid Value : Rs. 20.48 Period of Completion : Two Calendar Month Date and Time schedule :	[1148, 1480, 1455, 1575]
table-cell: 18,24,056/-	[231, 1608, 359, 1637]
dateline: କୋରାପୁଟ,୬।୫ (ସ୍ବ.ପ୍ର.)	[1364, 451, 1492, 466]
ad-ref: 33002/11/0001/1819	[16, 1077, 98, 1088]
table-row	[19, 1286, 738, 1315]
signature: Sd./- Executive Engineer-I	[1344, 1685, 1482, 1719]
table-cell: 26,23,336/-	[231, 1403, 359, 1432]
table-cell: 24,45,477/-	[231, 1667, 359, 1696]
masthead	[8, 6, 1492, 98]
office-photo	[1136, 216, 1492, 434]
table-cell: Imp of Kia kata, Laikera GP	[45, 1316, 231, 1345]
ad-office: OFFICE OF THE ENGINEER-IN-CHIEF	[847, 1390, 1079, 1406]
ref-line: Ref.970/MVSN Dt.05.05.18	[390, 633, 738, 645]
ad-office: Office of the Executive Engineer	[863, 594, 1063, 609]
ad-ref: 25123/11/0007/1819	[766, 1881, 848, 1892]
ad-heading: WALK-IN-INTERVIEW	[420, 116, 708, 144]
work-name: Name of the Work :- Auction sale	[18, 242, 172, 254]
ad-heading: CHILIKA DEVELOPMENT AUTHORITY	[820, 118, 1118, 163]
table-cell: 'B' & 'C' Class	[672, 1520, 738, 1549]
ad-banner: WALK-IN-INTERVIEW	[788, 182, 1098, 208]
table-cell: 26233/-	[359, 1403, 451, 1432]
signature: Sd./- Executive Engineer R.W.S.S. Mechanical Division Bhubaneswar-10	[200, 509, 360, 551]
ad-contact: Phone No. 0674-2583946, e-mail :eemrwss_bbsr@yahoo.com	[57, 200, 321, 212]
table-row: 11.00 A.M. on dt 07.05.2018 5.00 P.M. on dt. 15.05.2018 11.00 A.M. on dt. 18.05.2018	[1147, 1602, 1482, 1638]
table-cell: 25036/-	[359, 1316, 451, 1345]
table-cell: 10	[19, 1550, 45, 1579]
table-cell: 25216/-	[359, 1345, 451, 1374]
table-cell: Imp of Gadhuamunda, Khuntamal GP	[45, 1696, 231, 1725]
ifb-title: Invitation for Bids (IFB)	[272, 1169, 484, 1191]
term-item: 02. Bid documents consisting of plans, specifications, the schedule of quantities and the set of terms and conditions of contract and other necessary documents can be seen in all the offices issuing the documents and the office of undersigned during office hours every day except Sunday and public holidays till last date of sale and receipt of tender papers. Interested bidders may obtain further information at the same address.	[18, 1787, 738, 1822]
table-cell: 'B' & 'C' Class	[672, 1725, 738, 1754]
